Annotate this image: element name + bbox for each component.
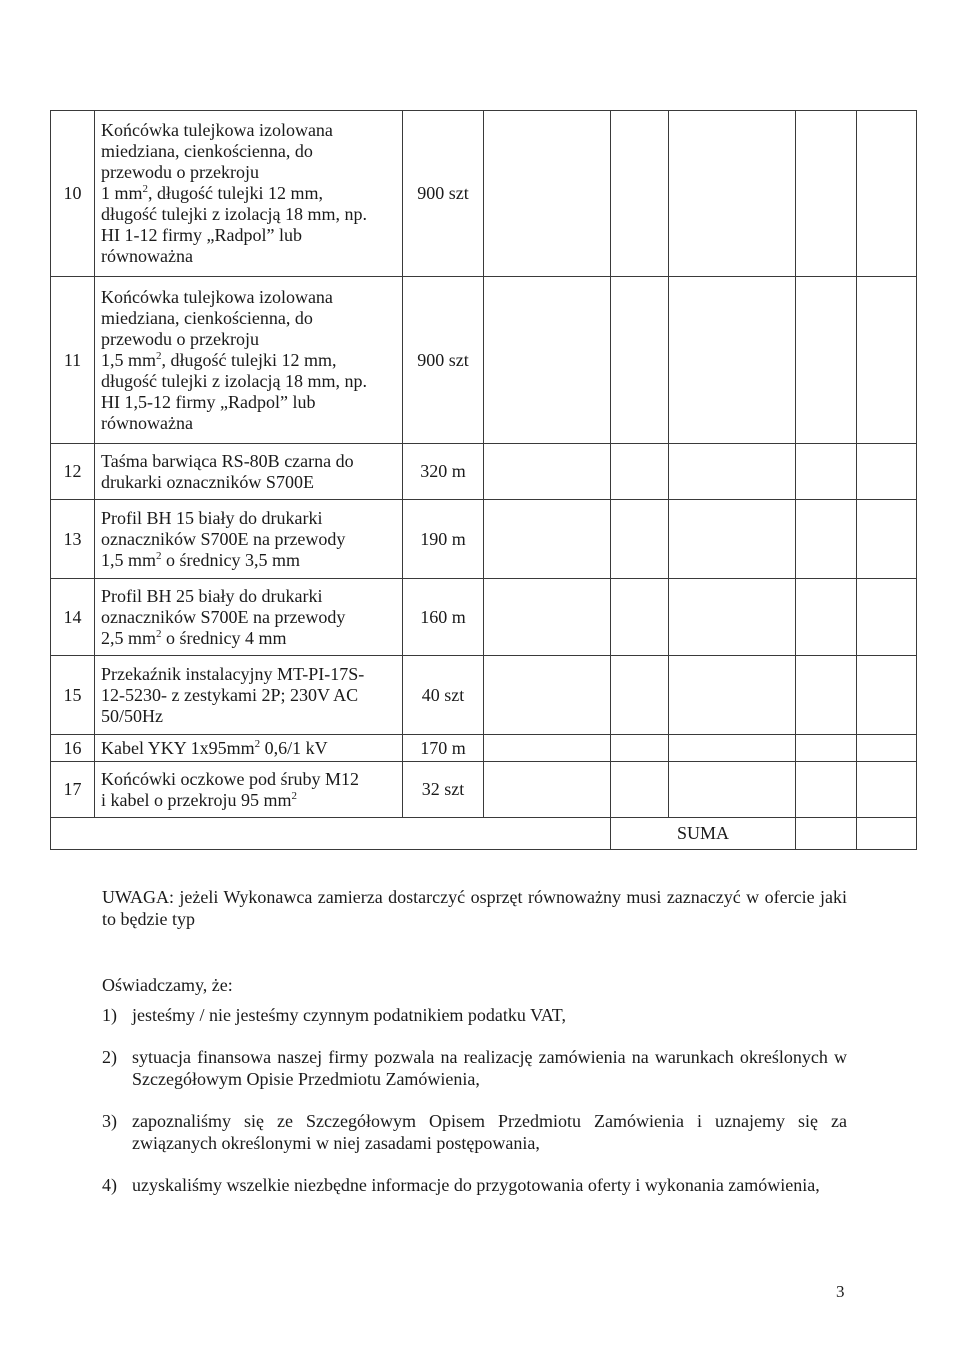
item-quantity: 160 m bbox=[403, 579, 484, 656]
description-line: Końcówka tulejkowa izolowana bbox=[101, 286, 333, 307]
empty-cell bbox=[611, 579, 669, 656]
empty-cell bbox=[484, 762, 611, 818]
item-quantity: 190 m bbox=[403, 500, 484, 579]
description-line: przewodu o przekroju bbox=[101, 328, 259, 349]
item-quantity: 320 m bbox=[403, 444, 484, 500]
row-number: 12 bbox=[51, 444, 95, 500]
list-item-text: zapoznaliśmy się ze Szczegółowym Opisem Przedmiotu Zamówienia i uznajemy się za związanych określonymi w niej zasadami postępowania, bbox=[132, 1111, 847, 1153]
list-item-text: uzyskaliśmy wszelkie niezbędne informacje do przygotowania oferty i wykonania zamówienia, bbox=[132, 1175, 820, 1195]
item-description bbox=[95, 111, 403, 277]
empty-cell bbox=[611, 500, 669, 579]
empty-cell bbox=[796, 500, 857, 579]
table-row bbox=[51, 656, 917, 735]
item-description bbox=[95, 444, 403, 500]
empty-cell bbox=[484, 111, 611, 277]
row-number: 10 bbox=[51, 111, 95, 277]
description-line: Kabel YKY $1x95mm^2$ 0,6/1 kV bbox=[101, 737, 328, 758]
sum-label: SUMA bbox=[611, 818, 796, 850]
row-number: 16 bbox=[51, 735, 95, 762]
description-line: i kabel o przekroju 95 $mm^2$ bbox=[101, 789, 297, 810]
description-line: długość tulejki z izolacją 18 mm, np. bbox=[101, 370, 367, 391]
item-description bbox=[95, 500, 403, 579]
empty-cell bbox=[611, 735, 669, 762]
empty-cell bbox=[611, 762, 669, 818]
list-item-number: 2) bbox=[102, 1047, 117, 1067]
empty-cell bbox=[857, 735, 917, 762]
list-item-number: 3) bbox=[102, 1111, 117, 1131]
empty-cell bbox=[796, 277, 857, 444]
description-line: miedziana, cienkościenna, do bbox=[101, 141, 313, 161]
empty-cell bbox=[796, 762, 857, 818]
item-quantity: 170 m bbox=[403, 735, 484, 762]
table-row bbox=[51, 579, 917, 656]
description-line: drukarki oznaczników S700E bbox=[101, 471, 314, 492]
item-description bbox=[95, 656, 403, 735]
empty-cell bbox=[669, 579, 796, 656]
item-quantity: 32 szt bbox=[403, 762, 484, 818]
row-number: 14 bbox=[51, 579, 95, 656]
empty-cell bbox=[611, 277, 669, 444]
description-line: HI 1-12 firmy „Radpol” lub bbox=[101, 225, 302, 245]
list-item-text: jesteśmy / nie jesteśmy czynnym podatnikiem podatku VAT, bbox=[132, 1005, 566, 1025]
description-line: 1,5 $mm^2$, długość tulejki 12 mm, bbox=[101, 349, 337, 370]
description-line: Końcówka tulejkowa izolowana bbox=[101, 120, 333, 140]
list-item bbox=[102, 1174, 847, 1196]
sum-value-cell bbox=[796, 818, 857, 850]
row-number: 13 bbox=[51, 500, 95, 579]
item-quantity: 900 szt bbox=[403, 277, 484, 444]
table-row bbox=[51, 277, 917, 444]
description-line: 1 $mm^2$, długość tulejki 12 mm, bbox=[101, 183, 324, 203]
empty-cell bbox=[669, 656, 796, 735]
description-line: miedziana, cienkościenna, do bbox=[101, 307, 313, 328]
description-line: oznaczników S700E na przewody bbox=[101, 606, 346, 627]
empty-cell bbox=[484, 656, 611, 735]
row-number: 17 bbox=[51, 762, 95, 818]
description-line: Profil BH 15 biały do drukarki bbox=[101, 507, 323, 528]
list-item-number: 4) bbox=[102, 1175, 117, 1195]
empty-cell bbox=[857, 762, 917, 818]
row-number: 15 bbox=[51, 656, 95, 735]
list-item-number: 1) bbox=[102, 1005, 117, 1025]
empty-cell bbox=[484, 579, 611, 656]
empty-cell bbox=[669, 735, 796, 762]
empty-cell bbox=[796, 735, 857, 762]
description-line: Taśma barwiąca RS-80B czarna do bbox=[101, 450, 354, 471]
empty-cell bbox=[857, 444, 917, 500]
item-quantity: 900 szt bbox=[403, 111, 484, 277]
table-row bbox=[51, 444, 917, 500]
list-item-text: sytuacja finansowa naszej firmy pozwala na realizację zamówienia na warunkach określonych w Szczegółowym Opisie Przedmiotu Zamówienia, bbox=[132, 1047, 847, 1089]
description-line: Profil BH 25 biały do drukarki bbox=[101, 585, 323, 606]
item-quantity: 40 szt bbox=[403, 656, 484, 735]
note-paragraph: UWAGA: jeżeli Wykonawca zamierza dostarczyć osprzęt równoważny musi zaznaczyć w ofercie jaki to będzie typ bbox=[102, 887, 847, 929]
description-line: 12-5230- z zestykami 2P; 230V AC bbox=[101, 684, 359, 705]
row-number: 11 bbox=[51, 277, 95, 444]
table-row bbox=[51, 500, 917, 579]
empty-cell bbox=[669, 277, 796, 444]
description-line: 50/50Hz bbox=[101, 705, 163, 726]
description-line: 2,5 $mm^2$ o średnicy 4 mm bbox=[101, 627, 287, 648]
items-table bbox=[50, 110, 917, 850]
sum-value-cell bbox=[857, 818, 917, 850]
description-line: 1,5 $mm^2$ o średnicy 3,5 mm bbox=[101, 549, 300, 570]
empty-cell bbox=[857, 500, 917, 579]
empty-cell bbox=[796, 111, 857, 277]
empty-cell bbox=[611, 111, 669, 277]
description-line: równoważna bbox=[101, 246, 193, 266]
table-row bbox=[51, 735, 917, 762]
declaration-title: Oświadczamy, że: bbox=[102, 975, 233, 995]
empty-cell bbox=[857, 277, 917, 444]
page-number: 3 bbox=[836, 1282, 845, 1301]
empty-cell bbox=[796, 444, 857, 500]
item-description bbox=[95, 277, 403, 444]
description-line: HI 1,5-12 firmy „Radpol” lub bbox=[101, 391, 316, 412]
list-item bbox=[102, 1046, 847, 1090]
sum-row-blank bbox=[51, 818, 611, 850]
description-line: przewodu o przekroju bbox=[101, 162, 259, 182]
empty-cell bbox=[484, 735, 611, 762]
description-line: oznaczników S700E na przewody bbox=[101, 528, 346, 549]
list-item bbox=[102, 1004, 847, 1026]
table-row bbox=[51, 111, 917, 277]
declaration-list bbox=[102, 1004, 847, 1216]
description-line: Końcówki oczkowe pod śruby M12 bbox=[101, 768, 359, 789]
list-item bbox=[102, 1110, 847, 1154]
description-line: równoważna bbox=[101, 412, 193, 433]
empty-cell bbox=[857, 111, 917, 277]
empty-cell bbox=[669, 444, 796, 500]
empty-cell bbox=[669, 762, 796, 818]
sum-row bbox=[51, 818, 917, 850]
empty-cell bbox=[484, 444, 611, 500]
empty-cell bbox=[857, 656, 917, 735]
empty-cell bbox=[611, 656, 669, 735]
description-line: Przekaźnik instalacyjny MT-PI-17S- bbox=[101, 663, 365, 684]
item-description bbox=[95, 762, 403, 818]
table-row bbox=[51, 762, 917, 818]
empty-cell bbox=[669, 500, 796, 579]
empty-cell bbox=[857, 579, 917, 656]
empty-cell bbox=[796, 579, 857, 656]
description-line: długość tulejki z izolacją 18 mm, np. bbox=[101, 204, 367, 224]
item-description bbox=[95, 579, 403, 656]
empty-cell bbox=[669, 111, 796, 277]
empty-cell bbox=[611, 444, 669, 500]
item-description bbox=[95, 735, 403, 762]
empty-cell bbox=[484, 500, 611, 579]
empty-cell bbox=[484, 277, 611, 444]
empty-cell bbox=[796, 656, 857, 735]
